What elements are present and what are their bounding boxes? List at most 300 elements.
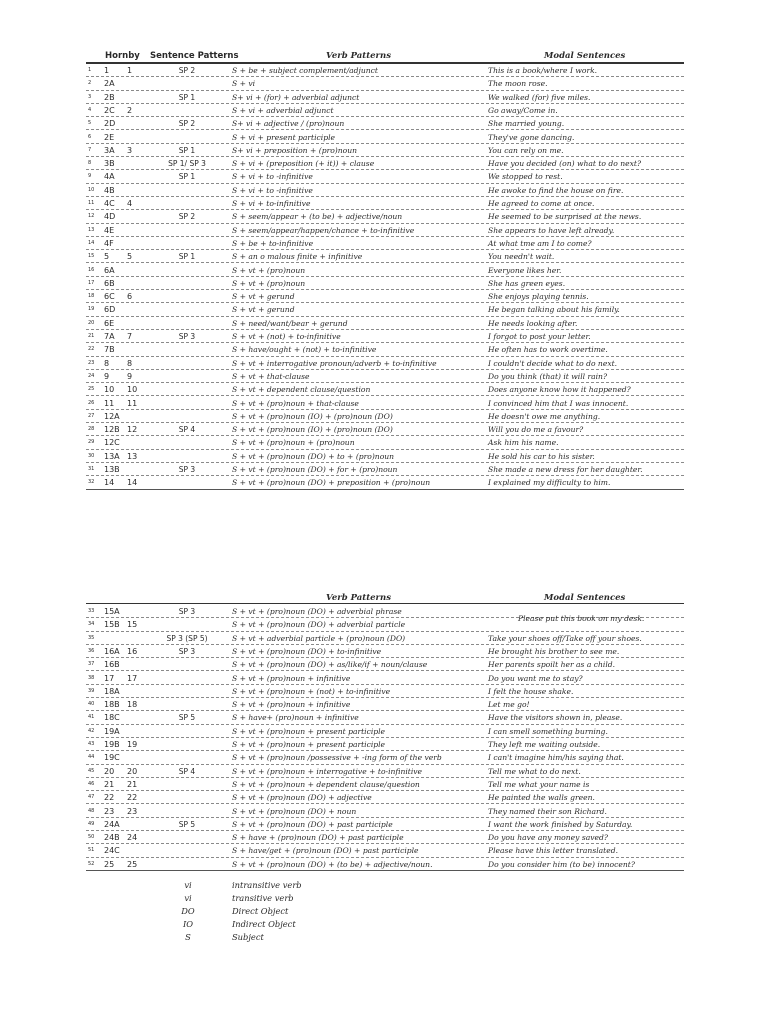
verb-pattern: S + be + to-infinitive bbox=[232, 238, 314, 248]
verb-pattern: S + vi + adverbial adjunct bbox=[232, 105, 334, 115]
hornby-group: 12 bbox=[127, 425, 138, 435]
modal-sentence: This is a book/where I work. bbox=[488, 66, 598, 75]
hornby-code: 19A bbox=[104, 726, 120, 736]
verb-pattern: S + need/want/bear + gerund bbox=[232, 318, 348, 328]
modal-sentence: Take your shoes off/Take off your shoes. bbox=[488, 633, 642, 643]
table-row bbox=[86, 831, 684, 844]
modal-sentence: He began talking about his family. bbox=[488, 305, 620, 315]
modal-sentence: She enjoys playing tennis. bbox=[488, 292, 589, 302]
row-index: 39 bbox=[88, 687, 95, 694]
table-row bbox=[86, 250, 684, 263]
modal-sentence: He painted the walls green. bbox=[488, 793, 595, 803]
hornby-code: 19C bbox=[104, 753, 120, 763]
modal-sentence: Do you have any money saved? bbox=[488, 833, 608, 843]
table-row bbox=[86, 791, 684, 804]
verb-pattern: S + vt + (pro)noun (DO) + adjective bbox=[232, 793, 372, 803]
hornby-group: 3 bbox=[127, 145, 133, 155]
verb-pattern: S + vt + (pro)noun + present participle bbox=[232, 740, 386, 749]
legend-key: vi bbox=[184, 893, 192, 903]
sentence-pattern: SP 2 bbox=[178, 119, 196, 129]
row-index: 31 bbox=[88, 466, 95, 472]
sentence-pattern: SP 3 bbox=[178, 465, 196, 474]
hornby-code: 6E bbox=[104, 318, 115, 328]
verb-pattern: S + vi + to-infinitive bbox=[232, 199, 311, 208]
verb-pattern: S + vi + to -infinitive bbox=[232, 185, 313, 195]
modal-sentence: He brought his brother to see me. bbox=[488, 646, 620, 656]
hornby-code: 7A bbox=[104, 332, 115, 341]
header-hornby: Hornby bbox=[105, 51, 140, 61]
table-row bbox=[86, 805, 684, 818]
row-index: 26 bbox=[88, 399, 95, 406]
sentence-pattern: SP 5 bbox=[178, 819, 196, 829]
modal-sentence: Have you decided (on) what to do next? bbox=[488, 159, 642, 169]
row-index: 45 bbox=[88, 767, 95, 774]
modal-sentence: Her parents spoilt her as a child. bbox=[488, 660, 616, 670]
modal-sentence: He awoke to find the house on fire. bbox=[488, 185, 624, 195]
sentence-pattern: SP 3 bbox=[178, 607, 196, 616]
hornby-code: 6B bbox=[104, 278, 115, 288]
hornby-code: 7B bbox=[104, 345, 115, 355]
hornby-group: 10 bbox=[127, 385, 138, 395]
sentence-pattern: SP 5 bbox=[178, 713, 196, 723]
hornby-group: 15 bbox=[127, 620, 138, 630]
header-modal-sentences: Modal Sentences bbox=[544, 51, 626, 61]
hornby-code: 22 bbox=[104, 793, 115, 803]
legend-key: vi bbox=[184, 880, 192, 890]
table-row bbox=[86, 818, 684, 831]
hornby-code: 10 bbox=[104, 385, 115, 395]
verb-pattern: S + vt + (pro)noun (DO) + past participle bbox=[232, 819, 393, 829]
hornby-group: 24 bbox=[127, 833, 138, 843]
sentence-pattern: SP 4 bbox=[178, 425, 196, 435]
verb-pattern: S + vt + (pro)noun + infinitive bbox=[232, 700, 351, 710]
row-index: 3 bbox=[88, 93, 92, 100]
modal-sentence: I couldn't decide what to do next. bbox=[488, 358, 618, 368]
hornby-group: 22 bbox=[127, 793, 138, 803]
hornby-group: 9 bbox=[127, 371, 133, 381]
header2-modal-sentences: Modal Sentences bbox=[544, 593, 626, 603]
hornby-code: 5 bbox=[104, 252, 110, 262]
hornby-code: 3A bbox=[104, 145, 115, 155]
hornby-code: 18C bbox=[104, 713, 120, 723]
hornby-group: 25 bbox=[127, 859, 138, 869]
verb-pattern: S + vt + (pro)noun /possessive + -ing form of the verb bbox=[232, 753, 442, 763]
verb-pattern: S + vt + (pro)noun (IO) + (pro)noun (DO) bbox=[232, 425, 393, 435]
verb-pattern: S + be + subject complement/adjunct bbox=[232, 66, 378, 75]
hornby-code: 2D bbox=[104, 119, 116, 129]
verb-pattern: S + vt + (pro)noun (DO) + as/like/if + noun/clause bbox=[232, 660, 428, 670]
hornby-code: 12C bbox=[104, 438, 120, 448]
hornby-code: 16B bbox=[104, 660, 120, 670]
table-row bbox=[86, 157, 684, 170]
hornby-code: 4F bbox=[104, 238, 114, 248]
table-row bbox=[86, 725, 684, 738]
modal-sentence: He seemed to be surprised at the news. bbox=[488, 212, 642, 222]
row-index: 49 bbox=[88, 820, 95, 827]
hornby-code: 12B bbox=[104, 425, 120, 435]
legend-value: Direct Object bbox=[232, 906, 289, 916]
modal-sentence: Have the visitors shown in, please. bbox=[488, 713, 623, 723]
table-row bbox=[86, 436, 684, 449]
legend-value: intransitive verb bbox=[232, 880, 302, 890]
row-index: 16 bbox=[88, 266, 95, 273]
header2-verb-patterns: Verb Patterns bbox=[326, 593, 391, 603]
hornby-group: 23 bbox=[127, 806, 138, 816]
verb-pattern: S + vt + (pro)noun (DO) + for + (pro)noun bbox=[232, 465, 398, 474]
row-index: 6 bbox=[88, 133, 92, 140]
hornby-group: 6 bbox=[127, 292, 133, 302]
table-row bbox=[86, 410, 684, 423]
row-index: 23 bbox=[88, 359, 95, 366]
sentence-pattern: SP 1 bbox=[178, 172, 196, 182]
header-sentence-patterns: Sentence Patterns bbox=[150, 51, 239, 61]
verb-pattern: S + vt + (pro)noun + present participle bbox=[232, 726, 386, 736]
row-index: 34 bbox=[88, 621, 95, 628]
verb-pattern: S + vt + gerund bbox=[232, 305, 295, 315]
legend-item bbox=[170, 906, 470, 919]
row-index: 48 bbox=[88, 807, 95, 814]
hornby-code: 2C bbox=[104, 105, 115, 115]
modal-sentence: They left me waiting outside. bbox=[488, 740, 601, 749]
hornby-code: 2B bbox=[104, 92, 115, 102]
modal-sentence: I can't imagine him/his saying that. bbox=[488, 753, 624, 763]
row-index: 24 bbox=[88, 372, 95, 379]
table-row bbox=[86, 343, 684, 356]
hornby-code: 25 bbox=[104, 859, 115, 869]
hornby-code: 8 bbox=[104, 358, 110, 368]
row-index: 44 bbox=[88, 754, 95, 761]
modal-sentence: At what tme am I to come? bbox=[488, 238, 592, 248]
hornby-code: 15B bbox=[104, 620, 120, 630]
table-row bbox=[86, 197, 684, 210]
table-row bbox=[86, 104, 684, 117]
legend-item bbox=[170, 932, 470, 945]
hornby-code: 18B bbox=[104, 700, 120, 710]
modal-sentence: I felt the house shake. bbox=[488, 686, 574, 696]
table-row bbox=[86, 117, 684, 130]
verb-pattern: S + vi + (preposition (+ it)) + clause bbox=[232, 159, 375, 169]
hornby-code: 3B bbox=[104, 159, 115, 169]
hornby-code: 4C bbox=[104, 199, 115, 208]
modal-sentence: I want the work finished by Saturday. bbox=[488, 819, 633, 829]
row-index: 51 bbox=[88, 847, 95, 854]
table-row bbox=[86, 738, 684, 751]
legend-key: DO bbox=[181, 906, 195, 916]
table-row bbox=[86, 765, 684, 778]
table-row bbox=[86, 450, 684, 463]
row-index: 50 bbox=[88, 834, 95, 841]
modal-sentence: You needn't wait. bbox=[488, 252, 555, 262]
modal-sentence: They named their son Richard. bbox=[488, 806, 607, 816]
verb-pattern: S + vi + to -infinitive bbox=[232, 172, 313, 182]
verb-pattern: S+ vi + preposition + (pro)noun bbox=[232, 145, 357, 155]
sentence-pattern: SP 3 bbox=[178, 332, 196, 341]
row-index: 32 bbox=[88, 479, 95, 486]
hornby-group: 11 bbox=[127, 398, 138, 408]
verb-pattern: S + vt + (pro)noun (DO) + (to be) + adjective/noun. bbox=[232, 859, 433, 869]
hornby-code: 6A bbox=[104, 265, 115, 275]
verb-pattern: S + vt + (pro)noun + infinitive bbox=[232, 673, 351, 683]
verb-pattern: S + seem/appear + (to be) + adjective/noun bbox=[232, 212, 403, 222]
modal-sentence: He often has to work overtime. bbox=[488, 345, 608, 355]
table-row bbox=[86, 698, 684, 711]
table-row bbox=[86, 632, 684, 645]
verb-pattern: S + vt + (not) + to-infinitive bbox=[232, 332, 341, 341]
sentence-pattern: SP 1 bbox=[178, 145, 196, 155]
modal-sentence: Please have this letter translated. bbox=[488, 846, 618, 856]
row-index: 13 bbox=[88, 226, 95, 233]
hornby-group: 7 bbox=[127, 332, 133, 341]
table-row bbox=[86, 423, 684, 436]
verb-pattern: S + an o malous finite + infinitive bbox=[232, 252, 363, 262]
row-index: 15 bbox=[88, 253, 95, 260]
table-row bbox=[86, 672, 684, 685]
modal-sentence: We stopped to rest. bbox=[488, 172, 563, 182]
table-row bbox=[86, 330, 684, 343]
legend-key: S bbox=[185, 932, 191, 942]
row-index: 19 bbox=[88, 306, 95, 313]
table2-top-rule bbox=[86, 603, 684, 604]
table-row bbox=[86, 237, 684, 250]
sentence-pattern: SP 2 bbox=[178, 212, 196, 222]
hornby-code: 24C bbox=[104, 846, 120, 856]
modal-sentence: We walked (for) five miles. bbox=[488, 92, 591, 102]
verb-pattern: S + vt + (pro)noun bbox=[232, 265, 306, 275]
hornby-code: 4E bbox=[104, 225, 115, 235]
row-index: 46 bbox=[88, 780, 95, 787]
hornby-code: 15A bbox=[104, 607, 120, 616]
hornby-code: 2E bbox=[104, 132, 115, 142]
modal-sentence: Do you consider him (to be) innocent? bbox=[488, 859, 635, 869]
hornby-code: 1 bbox=[104, 66, 110, 75]
modal-sentence: He agreed to come at once. bbox=[488, 199, 595, 208]
row-index: 36 bbox=[88, 647, 95, 654]
row-index: 20 bbox=[88, 319, 95, 326]
table-row bbox=[86, 144, 684, 157]
sentence-pattern: SP 2 bbox=[178, 66, 196, 75]
table-row bbox=[86, 131, 684, 144]
verb-pattern: S + vt + interrogative pronoun/adverb + to-infinitive bbox=[232, 358, 437, 368]
row-index: 22 bbox=[88, 346, 95, 353]
hornby-code: 14 bbox=[104, 478, 115, 488]
hornby-code: 13A bbox=[104, 451, 120, 461]
table-row bbox=[86, 357, 684, 370]
verb-pattern: S + vt + (pro)noun + interrogative + to-infinitive bbox=[232, 766, 423, 776]
row-index: 35 bbox=[88, 634, 95, 641]
table-row bbox=[86, 383, 684, 396]
legend-key: IO bbox=[182, 919, 194, 929]
row-index: 8 bbox=[88, 160, 92, 167]
table-row bbox=[86, 858, 684, 871]
verb-pattern: S + seem/appear/happen/chance + to-infinitive bbox=[232, 225, 415, 235]
hornby-group: 17 bbox=[127, 673, 138, 683]
row-index: 38 bbox=[88, 674, 95, 681]
table-row bbox=[86, 77, 684, 90]
verb-pattern: S + vi bbox=[232, 79, 256, 89]
hornby-code: 16A bbox=[104, 646, 120, 656]
row-index: 1 bbox=[88, 67, 92, 73]
row-index: 27 bbox=[88, 412, 95, 419]
sentence-pattern: SP 1/ SP 3 bbox=[168, 159, 206, 169]
sentence-pattern: SP 3 (SP 5) bbox=[166, 633, 208, 643]
row-index: 21 bbox=[88, 333, 95, 339]
hornby-group: 20 bbox=[127, 766, 138, 776]
hornby-code: 4D bbox=[104, 212, 116, 222]
hornby-group: 13 bbox=[127, 451, 138, 461]
header-verb-patterns: Verb Patterns bbox=[326, 51, 391, 61]
table-row bbox=[86, 370, 684, 383]
verb-pattern: S + have+ (pro)noun + infinitive bbox=[232, 713, 359, 723]
hornby-code: 11 bbox=[104, 398, 115, 408]
verb-pattern: S + vt + (pro)noun (DO) + preposition + (pro)noun bbox=[232, 478, 431, 488]
hornby-code: 2A bbox=[104, 79, 115, 89]
row-index: 18 bbox=[88, 293, 95, 300]
verb-pattern: S + vi + present participle bbox=[232, 132, 335, 142]
verb-pattern: S + vt + that-clause bbox=[232, 371, 310, 381]
row-index: 41 bbox=[88, 714, 95, 721]
row-index: 7 bbox=[88, 146, 92, 153]
row-index: 14 bbox=[88, 239, 95, 246]
hornby-code: 19B bbox=[104, 740, 120, 749]
hornby-group: 4 bbox=[127, 199, 133, 208]
verb-pattern: S + vt + (pro)noun + that-clause bbox=[232, 398, 359, 408]
hornby-code: 17 bbox=[104, 673, 115, 683]
modal-sentence: I forgot to post your letter. bbox=[488, 332, 591, 341]
hornby-code: 6C bbox=[104, 292, 115, 302]
table-row bbox=[86, 751, 684, 764]
row-index: 25 bbox=[88, 386, 95, 393]
modal-sentence: I convinced him that I was innocent. bbox=[488, 398, 629, 408]
modal-sentence: You can rely on me. bbox=[488, 145, 564, 155]
verb-pattern: S + vt + (pro)noun (DO) + adverbial particle bbox=[232, 620, 406, 630]
table-row bbox=[86, 463, 684, 476]
modal-sentence: They've gone dancing. bbox=[488, 132, 575, 142]
table-row bbox=[86, 614, 684, 631]
table-row bbox=[86, 264, 684, 277]
hornby-code: 20 bbox=[104, 766, 115, 776]
hornby-code: 21 bbox=[104, 779, 115, 789]
modal-sentence: She made a new dress for her daughter. bbox=[488, 465, 643, 474]
sentence-pattern: SP 3 bbox=[178, 646, 196, 656]
row-index: 33 bbox=[88, 608, 95, 614]
modal-sentence: She married young. bbox=[488, 119, 565, 129]
row-index: 2 bbox=[88, 80, 92, 87]
table-row bbox=[86, 685, 684, 698]
modal-sentence: He sold his car to his sister. bbox=[488, 451, 595, 461]
hornby-code: 18A bbox=[104, 686, 120, 696]
row-index: 29 bbox=[88, 439, 95, 446]
row-index: 47 bbox=[88, 794, 95, 801]
verb-pattern: S + vt + (pro)noun (DO) + noun bbox=[232, 806, 357, 816]
table-row bbox=[86, 224, 684, 237]
modal-sentence: Let me go! bbox=[488, 700, 530, 710]
modal-sentence: She appears to have left already. bbox=[488, 225, 615, 235]
hornby-code: 4B bbox=[104, 185, 115, 195]
modal-sentence: Everyone likes her. bbox=[488, 265, 562, 275]
table-row bbox=[86, 210, 684, 223]
verb-pattern: S + have/ought + (not) + to-infinitive bbox=[232, 345, 377, 355]
modal-sentence: He doesn't owe me anything. bbox=[488, 411, 601, 421]
modal-sentence: Will you do me a favour? bbox=[488, 425, 584, 435]
legend-value: Indirect Object bbox=[232, 919, 296, 929]
modal-sentence: Does anyone know how it happened? bbox=[488, 385, 631, 395]
modal-sentence: Please put this book on my desk. bbox=[518, 614, 645, 624]
modal-sentence: Tell me what your name is bbox=[488, 779, 590, 789]
verb-pattern: S + vt + (pro)noun + (not) + to-infinitive bbox=[232, 686, 391, 696]
row-index: 10 bbox=[88, 186, 95, 193]
hornby-code: 24B bbox=[104, 833, 120, 843]
row-index: 42 bbox=[88, 727, 95, 734]
verb-pattern: S + vt + (pro)noun (IO) + (pro)noun (DO) bbox=[232, 411, 393, 421]
row-index: 4 bbox=[88, 106, 92, 113]
hornby-group: 16 bbox=[127, 646, 138, 656]
modal-sentence: Ask him his name. bbox=[488, 438, 559, 448]
modal-sentence: I explained my difficulty to him. bbox=[488, 478, 611, 488]
row-index: 17 bbox=[88, 279, 95, 286]
legend-value: Subject bbox=[232, 932, 264, 942]
table-row bbox=[86, 317, 684, 330]
table-row bbox=[86, 645, 684, 658]
verb-pattern: S + vt + (pro)noun + dependent clause/question bbox=[232, 779, 420, 789]
sentence-pattern: SP 4 bbox=[178, 766, 196, 776]
table-row bbox=[86, 290, 684, 303]
legend-item bbox=[170, 880, 470, 893]
modal-sentence: Do you think (that) it will rain? bbox=[488, 371, 608, 381]
modal-sentence: Go away/Come in. bbox=[488, 105, 558, 115]
legend-value: transitive verb bbox=[232, 893, 294, 903]
legend-item bbox=[170, 919, 470, 932]
hornby-group: 2 bbox=[127, 105, 133, 115]
hornby-group: 5 bbox=[127, 252, 133, 262]
row-index: 9 bbox=[88, 173, 92, 180]
hornby-code: 9 bbox=[104, 371, 110, 381]
verb-pattern: S + have/get + (pro)noun (DO) + past participle bbox=[232, 846, 419, 856]
verb-pattern: S + vt + (pro)noun (DO) + adverbial phrase bbox=[232, 607, 402, 616]
hornby-code: 6D bbox=[104, 305, 116, 315]
modal-sentence: He needs looking after. bbox=[488, 318, 578, 328]
verb-pattern: S + vt + (pro)noun + (pro)noun bbox=[232, 438, 355, 448]
table-row bbox=[86, 184, 684, 197]
row-index: 12 bbox=[88, 213, 95, 220]
hornby-group: 18 bbox=[127, 700, 138, 710]
row-index: 28 bbox=[88, 426, 95, 433]
row-index: 40 bbox=[88, 701, 95, 708]
hornby-code: 24A bbox=[104, 819, 120, 829]
hornby-group: 1 bbox=[127, 66, 133, 75]
legend-item bbox=[170, 893, 470, 906]
sentence-pattern: SP 1 bbox=[178, 92, 196, 102]
verb-pattern: S + vt + gerund bbox=[232, 292, 295, 302]
table-row bbox=[86, 778, 684, 791]
row-index: 5 bbox=[88, 120, 92, 127]
sentence-pattern: SP 1 bbox=[178, 252, 196, 262]
hornby-code: 4A bbox=[104, 172, 115, 182]
table-row bbox=[86, 397, 684, 410]
table-row bbox=[86, 64, 684, 77]
table-row bbox=[86, 476, 684, 489]
row-index: 11 bbox=[88, 200, 95, 206]
modal-sentence: The moon rose. bbox=[488, 79, 548, 89]
hornby-group: 21 bbox=[127, 779, 138, 789]
verb-pattern: S + vt + (pro)noun bbox=[232, 278, 306, 288]
hornby-group: 8 bbox=[127, 358, 133, 368]
modal-sentence: Tell me what to do next. bbox=[488, 766, 581, 776]
verb-pattern: S+ vi + adjective / (pro)noun bbox=[232, 119, 345, 129]
table-row bbox=[86, 170, 684, 183]
row-index: 30 bbox=[88, 452, 95, 459]
table-row bbox=[86, 711, 684, 724]
table-row bbox=[86, 303, 684, 316]
